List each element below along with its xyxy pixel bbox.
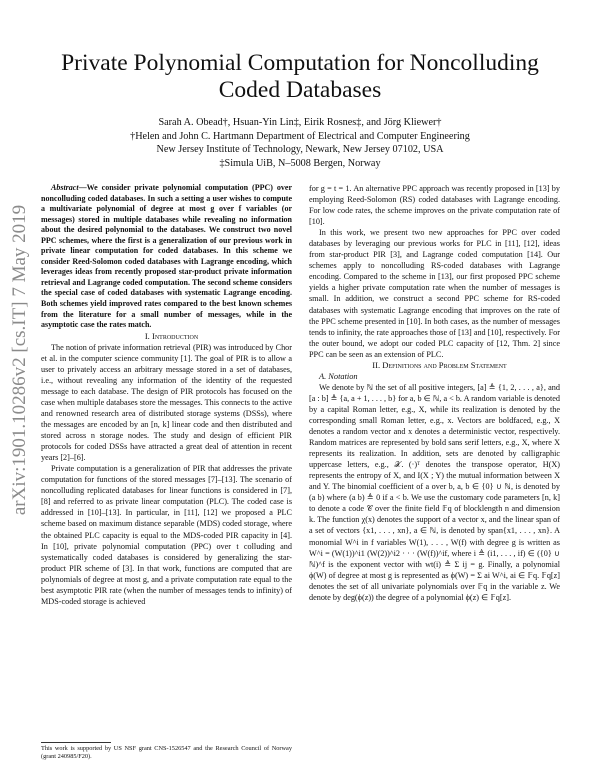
affiliation-2: New Jersey Institute of Technology, Newark, New Jersey 07102, USA <box>156 144 444 155</box>
affiliation-1: †Helen and John C. Hartmann Department of Electrical and Computer Engineering <box>130 130 470 142</box>
paper-title: Private Polynomial Computation for Noncolluding Coded Databases <box>61 50 539 103</box>
abstract <box>41 183 292 331</box>
author-names: Sarah A. Obead†, Hsuan-Yin Lin‡, Eirik Rosnes‡, and Jörg Kliewer† <box>158 117 442 128</box>
intro-paragraph-3: for g = t = 1. An alternative PPC approach was recently proposed in [13] by employing Reed-Solomon (RS) coded databases with Lagrange encoding. For low code rates, the scheme improves on the private computation rate of [10]. <box>309 184 560 227</box>
right-column <box>309 183 560 603</box>
arxiv-watermark <box>6 190 34 530</box>
section-heading-definitions: II. Definitions and Problem Statement <box>372 359 507 370</box>
left-column <box>41 183 292 607</box>
footnote-rule <box>41 742 111 743</box>
subsection-heading-notation: A. Notation <box>319 371 358 381</box>
arxiv-id: arXiv:1901.10286v2 [cs.IT] 7 May 2019 <box>9 204 30 516</box>
section-heading-introduction: I. Introduction <box>144 330 199 341</box>
abstract-text: —We consider private polynomial computation (PPC) over noncolluding coded databases. In such a setting a user wishes to compute a multivariate polynomial of degree at most g over f variables (or messages) stored in multiple databases while revealing no information about the desired polynomial to the databases. We construct two novel PPC schemes, where the first is a generalization of our previous work in private linear computation for coded databases. In this scheme we consider Reed-Solomon coded databases with Lagrange encoding, which leverages ideas from recently proposed star-product private information retrieval and Lagrange coded computation. The second scheme considers the special case of coded databases with systematic Lagrange encoding. Both schemes yield improved rates compared to the best known schemes from the literature for a small number of messages, while in the asymptotic case the rates match. <box>41 183 292 330</box>
intro-paragraph-4: In this work, we present two new approaches for PPC over coded databases by leveraging our previous works for PLC in [11], [12], ideas from star-product PIR [3], and Lagrange coded computation [14]. Our schemes apply to noncolluding RS-coded databases with Lagrange encoding. Compared to the scheme in [13], our first proposed PPC scheme yields a higher private computation rate when the number of messages is small. In addition, we construct a second PPC scheme for RS-coded databases with systematic Lagrange encoding that improves on the rate of the PPC scheme presented in [10]. In both cases, as the number of messages tends to infinity, the rate approaches those of [13] and [10], respectively. For the outer bound, we adopt our coded PLC capacity of [12, Thm. 2] since PPC can be seen as an extension of PLC. <box>309 228 560 359</box>
abstract-label: Abstract <box>51 183 79 192</box>
intro-paragraph-2: Private computation is a generalization of PIR that addresses the private computation for functions of the stored messages [7]–[13]. The scenario of noncolluding replicated databases for linear functions is considered in [7], [8] and referred to as private linear computation (PLC). The coded case is addressed in [10]–[13]. In particular, in [11], [12] we proposed a PLC scheme based on maximum distance separable (MDS) coded storage, where the obtained PLC capacity is equal to the MDS-coded PIR capacity in [4]. In [10], private polynomial computation (PPC) over t colluding and systematically coded databases is considered by generalizing the star-product PIR scheme of [3]. In that work, functions are computed that are polynomials of degree at most g, and a private computation rate equal to the best asymptotic PIR rate (when the number of messages tends to infinity) of MDS-coded storage is achieved <box>41 464 292 606</box>
author-block <box>50 116 550 170</box>
intro-paragraph-1: The notion of private information retrieval (PIR) was introduced by Chor et al. in the computer science community [1]. The goal of PIR is to allow a user to privately access an arbitrary message stored in a set of databases, i.e., without revealing any information of the identity of the requested message to each database. The design of PIR protocols has focused on the case when multiple databases store the messages. This connects to the active and renowned research area of distributed storage systems (DSSs), where the messages are encoded by an [n, k] linear code and then distributed and stored across n storage nodes. The study and design of efficient PIR protocols for coded DSSs have attracted a great deal of attention in recent years [2]–[6]. <box>41 342 292 463</box>
affiliation-3: ‡Simula UiB, N–5008 Bergen, Norway <box>219 157 381 169</box>
notation-paragraph: We denote by ℕ the set of all positive integers, [a] ≜ {1, 2, . . . , a}, and [a : b] ≜ {a, a + 1, . . . , b} for a, b ∈ ℕ, a < b. A random variable is denoted by a capital Roman letter, e.g., X, while its realization is denoted by the corresponding small Roman letter, e.g., x. Vectors are boldfaced, e.g., X denotes a random vector and x denotes a deterministic vector, respectively. Random matrices are represented by bold sans serif letters, e.g., X, where X represents its realization. In addition, sets are denoted by calligraphic uppercase letters, e.g., 𝒳. (·)ᵀ denotes the transpose operator, H(X) represents the entropy of X, and I(X ; Y) the mutual information between X and Y. The binomial coefficient of a over b, a, b ∈ {0} ∪ ℕ, is denoted by (a b) where (a b) ≜ 0 if a < b. We use the customary code parameters [n, k] to denote a code 𝒞 over the finite field 𝔽q of blocklength n and dimension k. The function χ(x) denotes the support of a vector x, and the linear span of a set of vectors {x1, . . . , xn}, a ∈ ℕ, is denoted by span{x1, . . . , xn}. A monomial W^i in f variables W(1), . . . , W(f) with degree g is written as W^i = (W(1))^i1 (W(2))^i2 · · · (W(f))^if, where i ≜ (i1, . . . , if) ∈ ({0} ∪ ℕ)^f is the exponent vector with wt(i) ≜ Σ ij = g. Finally, a polynomial ϕ(W) of degree at most g is represented as ϕ(W) = Σ ai W^i, ai ∈ 𝔽q. 𝔽q[z] denotes the set of all univariate polynomials over 𝔽q in the variable z. We denote by deg(ϕ(z)) the degree of a polynomial ϕ(z) ∈ 𝔽q[z]. <box>309 382 560 602</box>
funding-footnote: This work is supported by US NSF grant CNS-1526547 and the Research Council of Norway (grant 240985/F20). <box>41 745 292 760</box>
